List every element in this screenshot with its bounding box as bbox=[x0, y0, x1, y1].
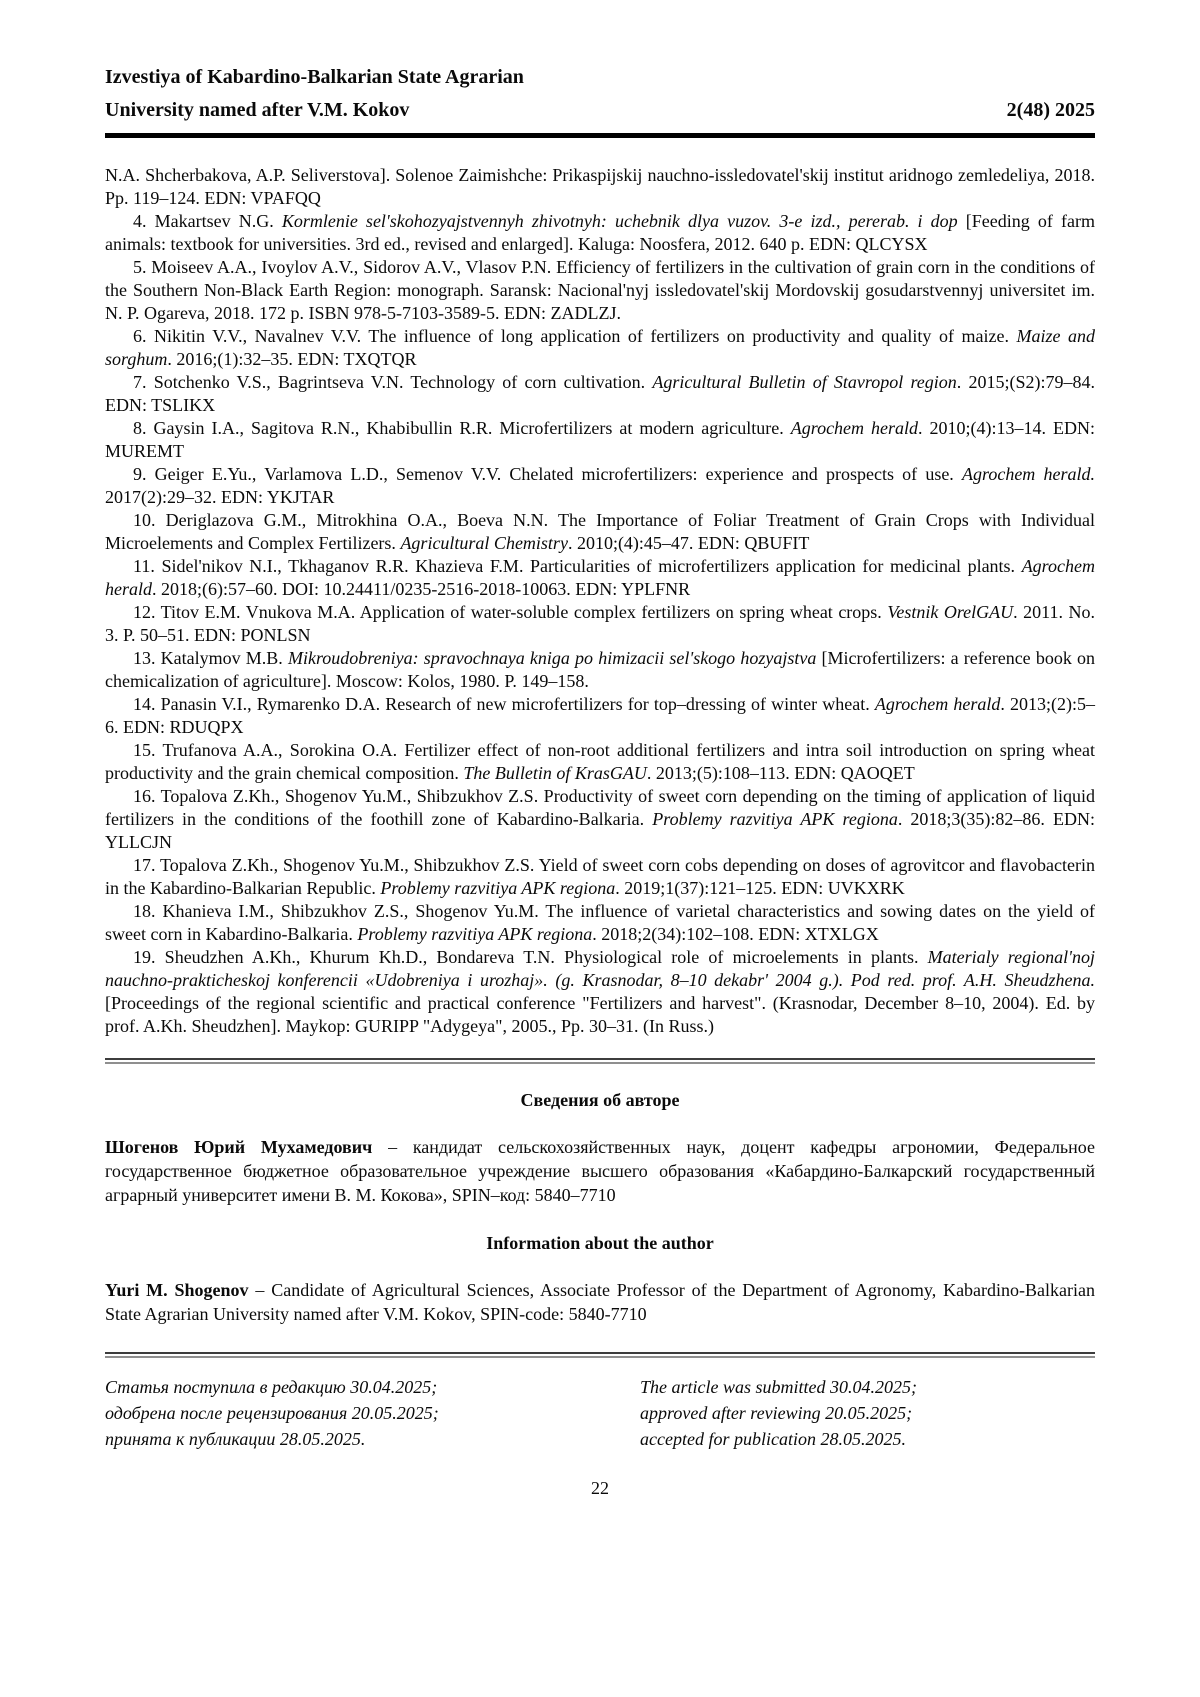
reference-run: 18. Khanieva I.M., Shibzukhov Z.S., Shogenov Yu.M. The influence of varietal characteristics and sowing dates on the yield of sweet corn in Kabardino-Balkaria. bbox=[105, 901, 1095, 944]
reference-run: . 2018;3(35):82–86. EDN: YLLCJN bbox=[105, 809, 1095, 852]
reference-run: 14. Panasin V.I., Rymarenko D.A. Research of new microfertilizers for top–dressing of winter wheat. bbox=[133, 694, 875, 714]
reference-run-italic: Problemy razvitiya APK regiona bbox=[652, 809, 898, 829]
reference-run: 8. Gaysin I.A., Sagitova R.N., Khabibullin R.R. Microfertilizers at modern agriculture. bbox=[133, 418, 791, 438]
reference-run-italic: Materialy regional'noj nauchno-prakticheskoj konferencii «Udobreniya i urozhaj». (g. Krasnodar, 8–10 dekabr' 2004 g.). Pod red. prof. A.H. Sheudzhena. bbox=[105, 947, 1095, 990]
reference-item bbox=[105, 739, 1095, 785]
author-info-en-paragraph bbox=[105, 1278, 1095, 1326]
reference-run-italic: Problemy razvitiya APK regiona bbox=[357, 924, 593, 944]
author-details-en: – Candidate of Agricultural Sciences, Associate Professor of the Department of Agronomy, Kabardino-Balkarian State Agrarian University named after V.M. Kokov, SPIN-code: 5840-7710 bbox=[105, 1280, 1096, 1324]
reference-run: [Feeding of farm animals: textbook for universities. 3rd ed., revised and enlarged]. Kaluga: Noosfera, 2012. 640 p. EDN: QLCYSX bbox=[105, 211, 1095, 254]
reference-run: . 2013;(2):5–6. EDN: RDUQPX bbox=[105, 694, 1095, 737]
submission-line-ru: принята к публикации 28.05.2025. bbox=[105, 1429, 366, 1449]
reference-run: . 2018;(6):57–60. DOI: 10.24411/0235-2516-2018-10063. EDN: YPLFNR bbox=[152, 579, 691, 599]
header-rule bbox=[105, 133, 1095, 138]
author-name-ru: Шогенов Юрий Мухамедович bbox=[105, 1137, 373, 1157]
reference-run-italic: Kormlenie sel'skohozyajstvennyh zhivotnyh: uchebnik dlya vuzov. 3-e izd., pererab. i dop bbox=[281, 211, 958, 231]
reference-run: . 2019;1(37):121–125. EDN: UVKXRK bbox=[615, 878, 905, 898]
reference-run: 13. Katalymov M.B. bbox=[133, 648, 288, 668]
reference-run: 12. Titov E.M. Vnukova M.A. Application of water-soluble complex fertilizers on spring wheat crops. bbox=[133, 602, 888, 622]
reference-item bbox=[105, 647, 1095, 693]
reference-item bbox=[105, 463, 1095, 509]
reference-run: 9. Geiger E.Yu., Varlamova L.D., Semenov V.V. Chelated microfertilizers: experience and prospects of use. bbox=[133, 464, 962, 484]
reference-run-italic: Agricultural Chemistry bbox=[400, 533, 568, 553]
reference-run: 2017(2):29–32. EDN: YKJTAR bbox=[105, 487, 335, 507]
journal-header bbox=[105, 64, 1095, 123]
submission-dates-en bbox=[640, 1374, 1095, 1452]
journal-title-line2: University named after V.M. Kokov bbox=[105, 99, 410, 121]
reference-item bbox=[105, 371, 1095, 417]
reference-run: . 2016;(1):32–35. EDN: TXQTQR bbox=[167, 349, 417, 369]
reference-run: . 2015;(S2):79–84. EDN: TSLIKX bbox=[105, 372, 1095, 415]
reference-run: 6. Nikitin V.V., Navalnev V.V. The influence of long application of fertilizers on productivity and quality of maize. bbox=[133, 326, 1017, 346]
reference-run: 11. Sidel'nikov N.I., Tkhaganov R.R. Khazieva F.M. Particularities of microfertilizers application for medicinal plants. bbox=[133, 556, 1022, 576]
reference-run-italic: Agrochem herald bbox=[874, 694, 1001, 714]
reference-run: 5. Moiseev A.A., Ivoylov A.V., Sidorov A.V., Vlasov P.N. Efficiency of fertilizers in the cultivation of grain corn in the conditions of the Southern Non-Black Earth Region: monograph. Saransk: Nacional'nyj issledovatel'skij Mordovskij gosudarstvennyj universitet im. N. P. Ogareva, 2018. 172 p. ISBN 978-5-7103-3589-5. EDN: ZADLZJ. bbox=[105, 257, 1095, 323]
submission-dates-ru bbox=[105, 1374, 640, 1452]
reference-run-italic: The Bulletin of KrasGAU bbox=[463, 763, 647, 783]
submission-line-ru: Статья поступила в редакцию 30.04.2025; bbox=[105, 1377, 438, 1397]
reference-run: [Proceedings of the regional scientific and practical conference "Fertilizers and harvest". (Krasnodar, December 8–10, 2004). Ed. by prof. A.Kh. Sheudzhen]. Maykop: GURIPP "Adygeya", 2005., Pp. 30–31. (In Russ.) bbox=[105, 993, 1095, 1036]
reference-item bbox=[105, 693, 1095, 739]
reference-run: 17. Topalova Z.Kh., Shogenov Yu.M., Shibzukhov Z.S. Yield of sweet corn cobs depending on doses of agrovitcor and flavobacterin in the Kabardino-Balkarian Republic. bbox=[105, 855, 1095, 898]
author-details-ru: – кандидат сельскохозяйственных наук, доцент кафедры агрономии, Федеральное государственное бюджетное образовательное учреждение высшего образования «Кабардино-Балкарский государственный аграрный университет имени В. М. Кокова», SPIN–код: 5840–7710 bbox=[105, 1137, 1095, 1205]
reference-item bbox=[105, 854, 1095, 900]
reference-run-italic: Agrochem herald bbox=[790, 418, 919, 438]
reference-run-italic: Agricultural Bulletin of Stavropol region bbox=[652, 372, 957, 392]
reference-run: . 2013;(5):108–113. EDN: QAOQET bbox=[646, 763, 915, 783]
reference-run: 4. Makartsev N.G. bbox=[133, 211, 282, 231]
reference-run: . 2011. No. 3. P. 50–51. EDN: PONLSN bbox=[105, 602, 1096, 645]
references-list bbox=[105, 164, 1095, 1038]
reference-item bbox=[105, 164, 1095, 210]
submission-line-en: The article was submitted 30.04.2025; bbox=[640, 1377, 917, 1397]
reference-item bbox=[105, 785, 1095, 854]
reference-run: . 2010;(4):45–47. EDN: QBUFIT bbox=[567, 533, 810, 553]
reference-item bbox=[105, 946, 1095, 1038]
dates-divider bbox=[105, 1352, 1095, 1358]
reference-run-italic: Agrochem herald bbox=[105, 556, 1095, 599]
reference-item bbox=[105, 325, 1095, 371]
author-info-en-heading: Information about the author bbox=[486, 1233, 714, 1253]
reference-run: 7. Sotchenko V.S., Bagrintseva V.N. Technology of corn cultivation. bbox=[133, 372, 653, 392]
issue-number: 2(48) 2025 bbox=[1006, 99, 1095, 121]
reference-run-italic: Mikroudobreniya: spravochnaya kniga po himizacii sel'skogo hozyajstva bbox=[287, 648, 817, 668]
reference-run: . 2018;2(34):102–108. EDN: XTXLGX bbox=[592, 924, 879, 944]
submission-line-ru: одобрена после рецензирования 20.05.2025; bbox=[105, 1403, 439, 1423]
reference-item bbox=[105, 601, 1095, 647]
reference-item bbox=[105, 417, 1095, 463]
author-info-ru-paragraph bbox=[105, 1135, 1095, 1207]
reference-item bbox=[105, 210, 1095, 256]
reference-item bbox=[105, 509, 1095, 555]
reference-run: N.A. Shcherbakova, A.P. Seliverstova]. Solenoe Zaimishche: Prikaspijskij nauchno-issledovatel'skij institut aridnogo zemledeliya, 2018. Pp. 119–124. EDN: VPAFQQ bbox=[105, 165, 1095, 208]
reference-run: [Microfertilizers: a reference book on chemicalization of agriculture]. Moscow: Kolos, 1980. P. 149–158. bbox=[105, 648, 1095, 691]
reference-item bbox=[105, 555, 1095, 601]
submission-line-en: approved after reviewing 20.05.2025; bbox=[640, 1403, 913, 1423]
submission-dates bbox=[105, 1374, 1095, 1452]
author-info-ru-heading: Сведения об авторе bbox=[520, 1090, 680, 1110]
reference-run: . 2010;(4):13–14. EDN: MUREMT bbox=[105, 418, 1095, 461]
reference-run: 19. Sheudzhen A.Kh., Khurum Kh.D., Bondareva T.N. Physiological role of microelements in plants. bbox=[133, 947, 928, 967]
reference-item bbox=[105, 256, 1095, 325]
reference-item bbox=[105, 900, 1095, 946]
reference-run-italic: Agrochem herald. bbox=[962, 464, 1095, 484]
reference-run: 15. Trufanova A.A., Sorokina O.A. Fertilizer effect of non-root additional fertilizers and intra soil introduction on spring wheat productivity and the grain chemical composition. bbox=[105, 740, 1095, 783]
reference-run: 10. Deriglazova G.M., Mitrokhina O.A., Boeva N.N. The Importance of Foliar Treatment of Grain Crops with Individual Microelements and Complex Fertilizers. bbox=[105, 510, 1095, 553]
submission-line-en: accepted for publication 28.05.2025. bbox=[640, 1429, 906, 1449]
reference-run-italic: Maize and sorghum bbox=[105, 326, 1095, 369]
reference-run-italic: Problemy razvitiya APK regiona bbox=[380, 878, 616, 898]
reference-run-italic: Vestnik OrelGAU bbox=[887, 602, 1014, 622]
section-divider bbox=[105, 1058, 1095, 1064]
author-name-en: Yuri M. Shogenov bbox=[105, 1280, 249, 1300]
reference-run: 16. Topalova Z.Kh., Shogenov Yu.M., Shibzukhov Z.S. Productivity of sweet corn depending on the timing of application of liquid fertilizers in the conditions of the foothill zone of Kabardino-Balkaria. bbox=[105, 786, 1095, 829]
journal-title-line1: Izvestiya of Kabardino-Balkarian State Agrarian bbox=[105, 66, 524, 88]
page-number: 22 bbox=[591, 1478, 609, 1498]
